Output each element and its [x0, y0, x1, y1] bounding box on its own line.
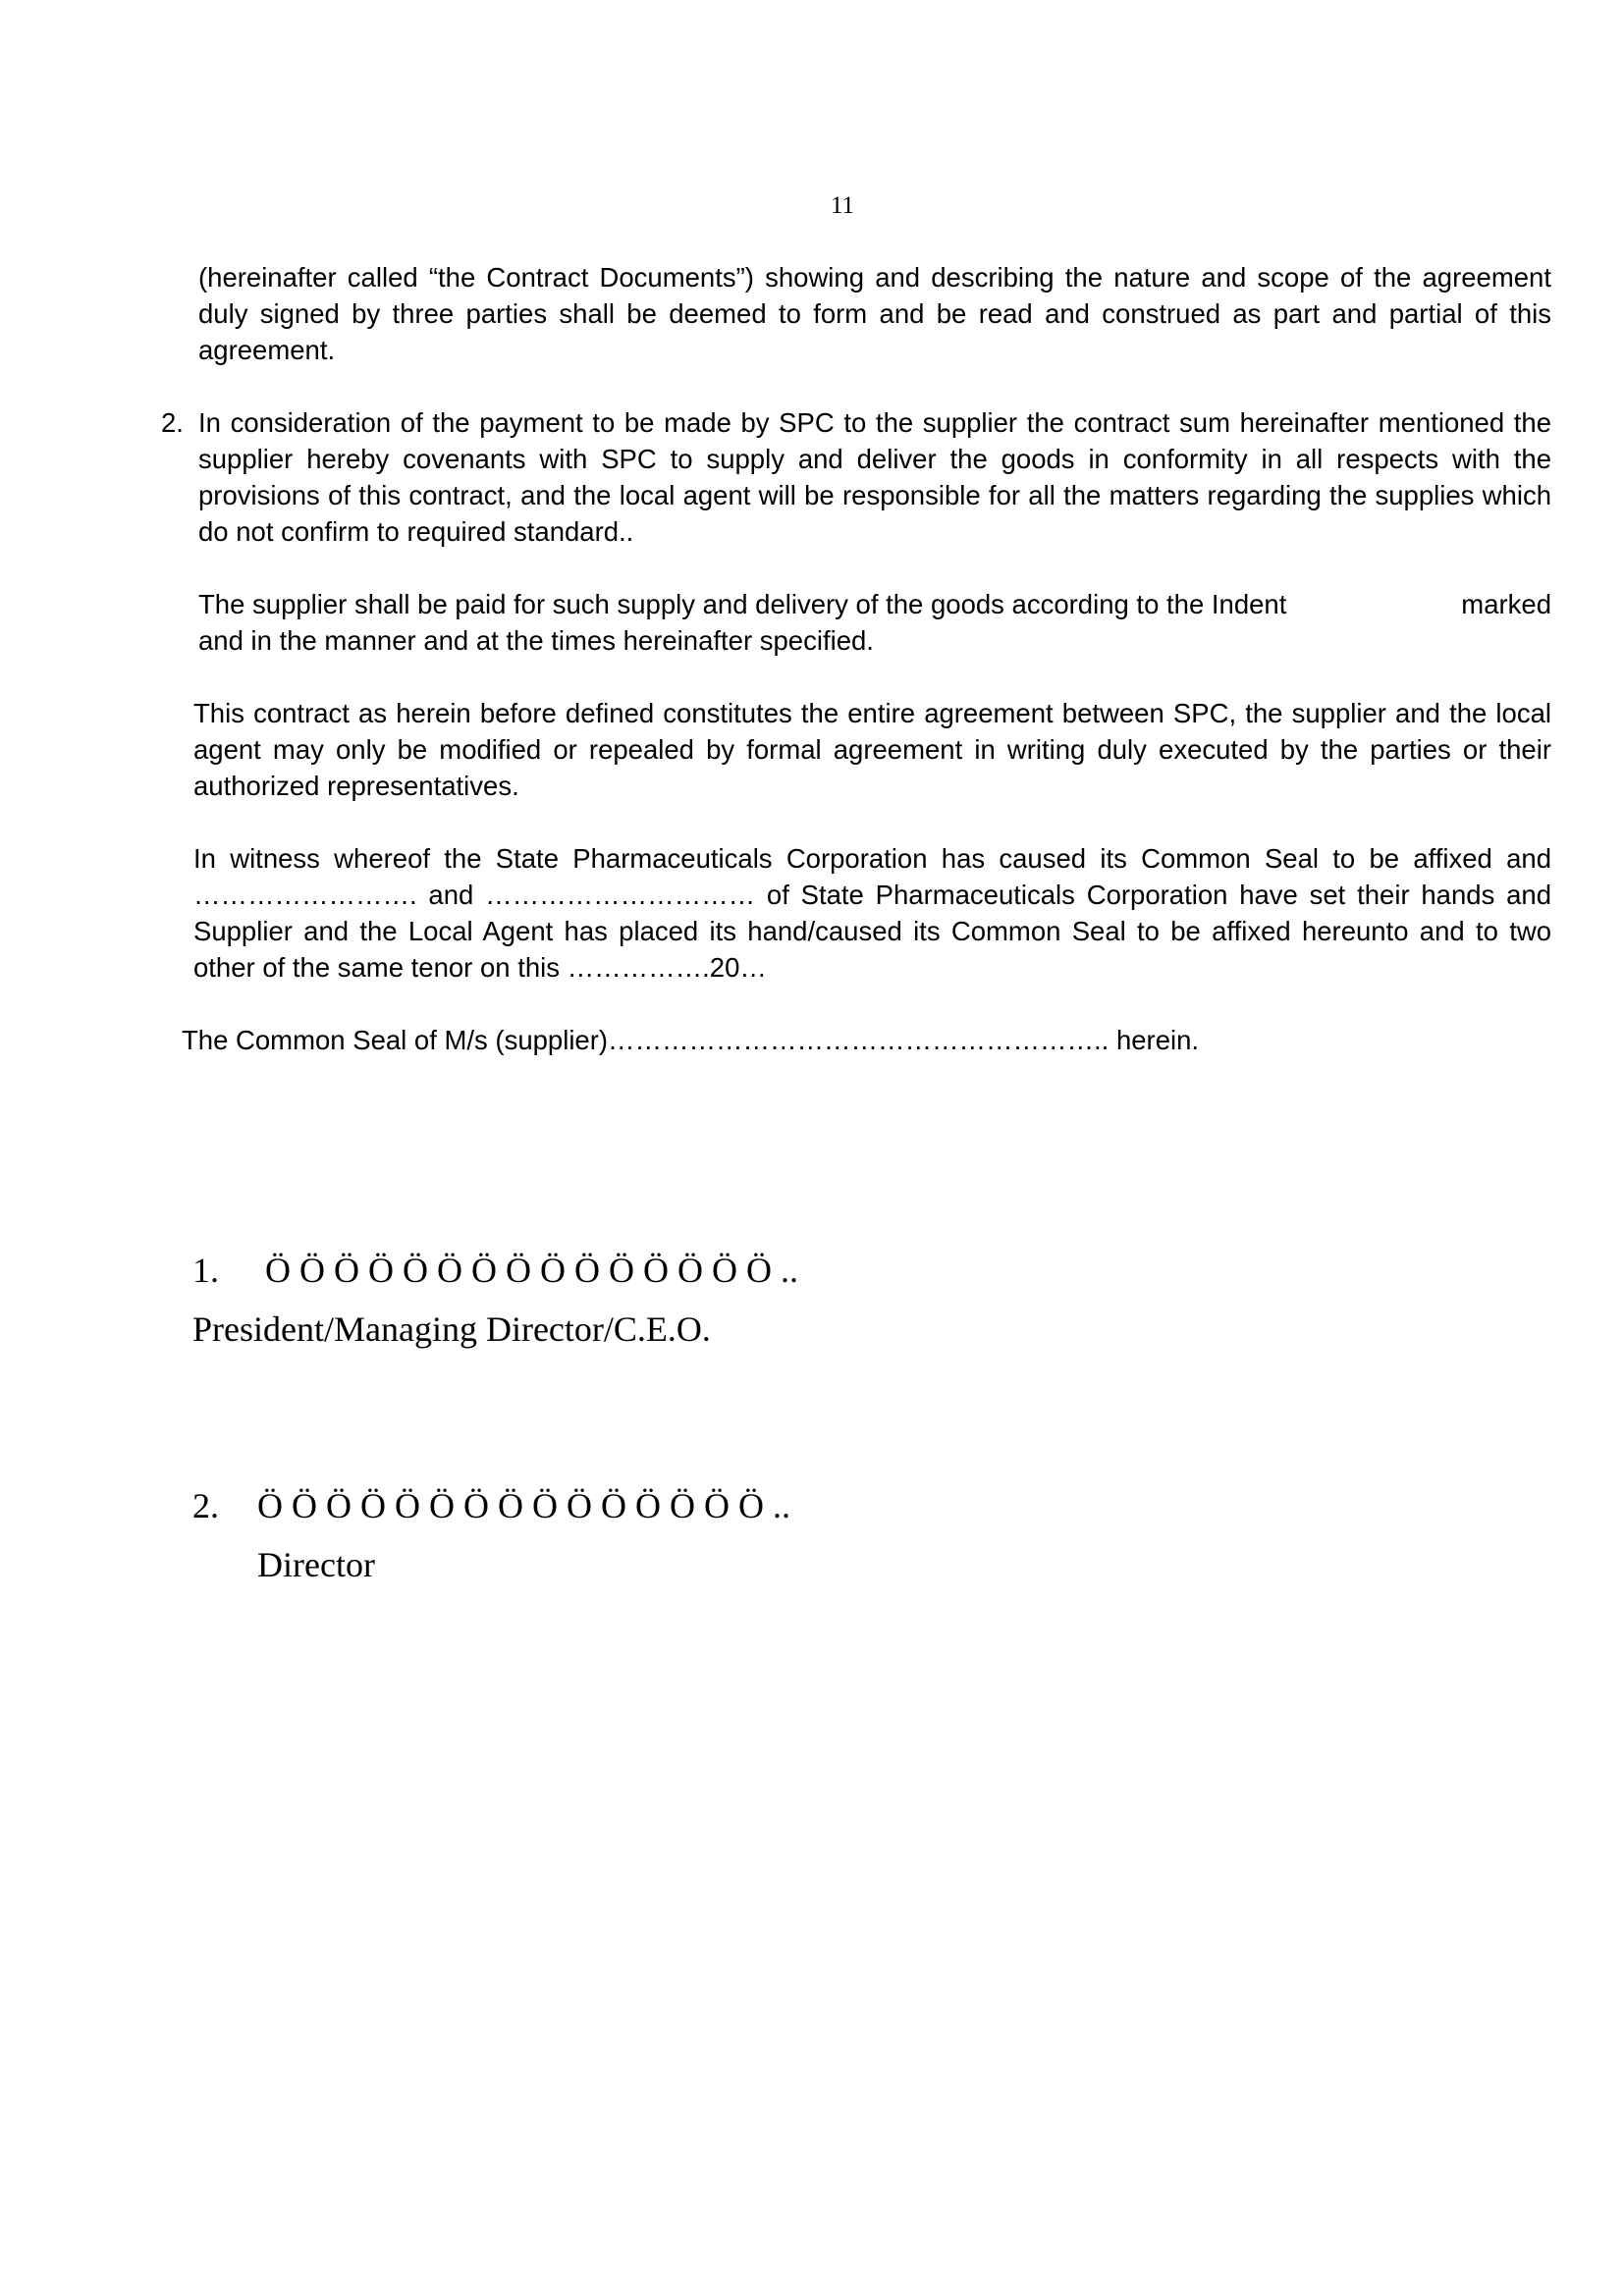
- signature-2-title: Director: [257, 1545, 375, 1584]
- signature-1-number: 1.: [192, 1251, 219, 1290]
- paragraph-payment: [198, 586, 1551, 659]
- paragraph-common-seal: The Common Seal of M/s (supplier)……………………………………………….. herein.: [182, 1025, 1200, 1055]
- signature-1-title: President/Managing Director/C.E.O.: [192, 1309, 711, 1349]
- payment-marked-word: marked: [1461, 589, 1551, 619]
- signature-2-line: Ö Ö Ö Ö Ö Ö Ö Ö Ö Ö Ö Ö Ö Ö Ö ..: [257, 1486, 790, 1525]
- paragraph-consideration: In consideration of the payment to be made by SPC to the supplier the contract sum hereinafter mentioned the supplier hereby covenants with SPC to supply and deliver the goods in conformity in all respects with the provisions of this contract, and the local agent will be responsible for all the matters regarding the supplies which do not confirm to required standard..: [198, 407, 1551, 547]
- signature-2-number: 2.: [192, 1486, 219, 1525]
- payment-text-end: and in the manner and at the times hereinafter specified.: [198, 625, 874, 656]
- paragraph-contract-documents: (hereinafter called “the Contract Documents”) showing and describing the nature and scope of the agreement duly signed by three parties shall be deemed to form and be read and construed as part and partial of this agreement.: [198, 262, 1551, 365]
- clause-number-2: 2.: [161, 407, 184, 438]
- payment-text-start: The supplier shall be paid for such supply and delivery of the goods according to the Indent: [198, 589, 1287, 619]
- paragraph-in-witness: In witness whereof the State Pharmaceuticals Corporation has caused its Common Seal to be affixed and ……………………. and ………………………… of State Pharmaceuticals Corporation have set their hands and Supplier and the Local Agent has placed its hand/caused its Common Seal to be affixed hereunto and to two other of the same tenor on this …………….20…: [193, 843, 1551, 983]
- signature-1-line: Ö Ö Ö Ö Ö Ö Ö Ö Ö Ö Ö Ö Ö Ö Ö ..: [265, 1251, 798, 1290]
- paragraph-entire-agreement: This contract as herein before defined constitutes the entire agreement between SPC, the supplier and the local agent may only be modified or repealed by formal agreement in writing duly executed by the parties or their authorized representatives.: [193, 698, 1551, 801]
- page-number: 11: [830, 192, 855, 219]
